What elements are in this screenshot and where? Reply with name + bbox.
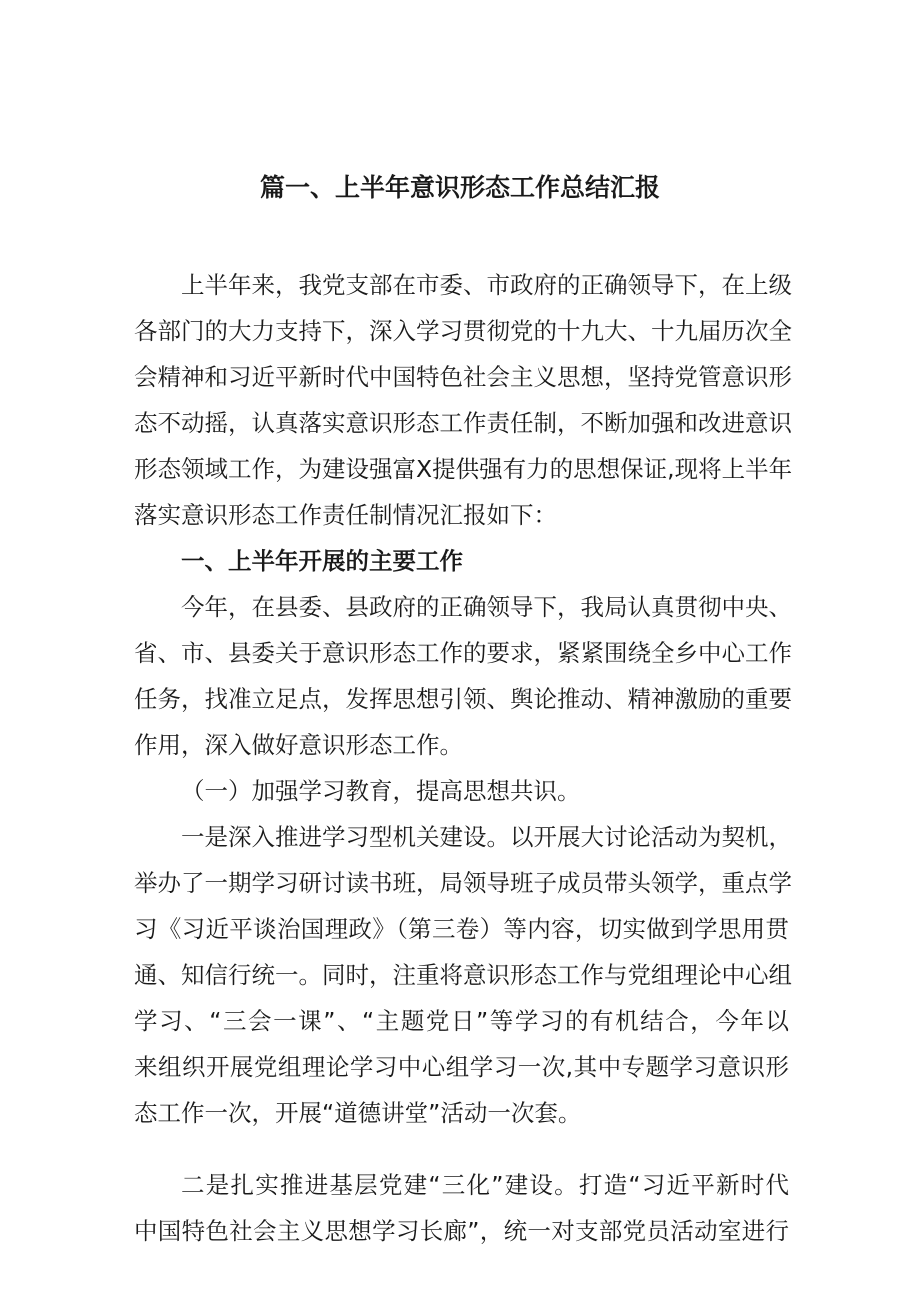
- intro-line-5: 形态领域工作，为建设强富X提供强有力的思想保证,现将上半年: [134, 455, 793, 483]
- para1-line-4: 通、知信行统一。同时，注重将意识形态工作与党组理论中心组: [134, 961, 792, 989]
- para1-line-3: 习《习近平谈治国理政》（第三卷）等内容，切实做到学思用贯: [134, 915, 789, 943]
- section-line-4: 作用，深入做好意识形态工作。: [134, 731, 463, 759]
- intro-line-4: 态不动摇，认真落实意识形态工作责任制，不断加强和改进意识: [134, 409, 792, 437]
- intro-line-2: 各部门的大力支持下，深入学习贯彻党的十九大、十九届历次全: [134, 317, 792, 345]
- para2-line-2: 中国特色社会主义思想学习长廊”，统一对支部党员活动室进行: [134, 1217, 789, 1245]
- para2-line-1: 二是扎实推进基层党建“三化”建设。打造“习近平新时代: [181, 1171, 789, 1199]
- intro-line-6: 落实意识形态工作责任制情况汇报如下：: [134, 501, 557, 529]
- para1-line-6: 来组织开展党组理论学习中心组学习一次,其中专题学习意识形: [134, 1053, 789, 1081]
- document-title: 篇一、上半年意识形态工作总结汇报: [259, 173, 660, 202]
- subsection-heading: （一）加强学习教育，提高思想共识。: [181, 777, 581, 805]
- intro-line-3: 会精神和习近平新时代中国特色社会主义思想，坚持党管意识形: [134, 363, 792, 391]
- section-line-1: 今年，在县委、县政府的正确领导下，我局认真贯彻中央、: [181, 593, 792, 621]
- section-heading: 一、上半年开展的主要工作: [181, 547, 463, 575]
- section-line-3: 任务，找准立足点，发挥思想引领、舆论推动、精神激励的重要: [134, 685, 792, 713]
- para1-line-2: 举办了一期学习研讨读书班，局领导班子成员带头领学，重点学: [134, 869, 792, 897]
- para1-line-1: 一是深入推进学习型机关建设。以开展大讨论活动为契机，: [181, 823, 792, 851]
- section-line-2: 省、市、县委关于意识形态工作的要求，紧紧围绕全乡中心工作: [134, 639, 792, 667]
- intro-line-1: 上半年来，我党支部在市委、市政府的正确领导下，在上级: [181, 271, 792, 299]
- para1-line-5: 学习、“三会一课”、“主题党日”等学习的有机结合，今年以: [134, 1007, 789, 1035]
- para1-line-7: 态工作一次，开展“道德讲堂”活动一次套。: [134, 1099, 582, 1127]
